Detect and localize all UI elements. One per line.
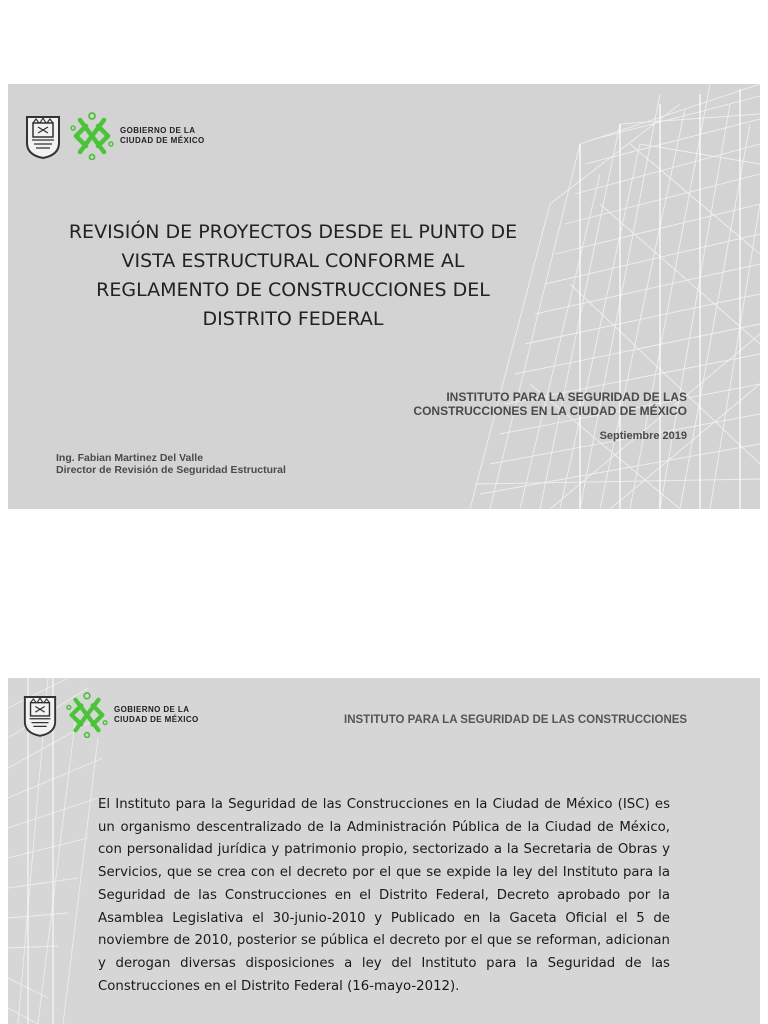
title-slide	[8, 84, 760, 509]
cdmx-knot-logo-icon	[70, 112, 114, 160]
logo-line-2: CIUDAD DE MÉXICO	[114, 715, 199, 724]
author-role: Director de Revisión de Seguridad Estructural	[56, 464, 286, 476]
author-name: Ing. Fabian Martinez Del Valle	[56, 452, 204, 464]
logo-line-1: GOBIERNO DE LA	[114, 705, 190, 714]
cdmx-logo	[24, 112, 205, 160]
title-line-3: REGLAMENTO DE CONSTRUCCIONES DEL	[96, 279, 490, 301]
institute-line-1: INSTITUTO PARA LA SEGURIDAD DE LAS	[446, 390, 687, 404]
cdmx-knot-logo-icon	[66, 692, 108, 738]
title-line-4: DISTRITO FEDERAL	[202, 308, 384, 330]
logo-line-2: CIUDAD DE MÉXICO	[120, 136, 205, 145]
title-line-2: VISTA ESTRUCTURAL CONFORME AL	[121, 250, 465, 272]
presentation-title	[48, 218, 538, 334]
slide-header: INSTITUTO PARA LA SEGURIDAD DE LAS CONSTRUCCIONES	[344, 714, 688, 726]
info-slide	[8, 678, 760, 1024]
title-line-1: REVISIÓN DE PROYECTOS DESDE EL PUNTO DE	[68, 221, 518, 243]
cdmx-logo-2	[22, 692, 199, 738]
logo-wordmark	[120, 126, 205, 146]
institute-name	[413, 390, 687, 418]
cdmx-crest-icon	[22, 693, 58, 737]
logo-wordmark-2	[114, 705, 199, 725]
logo-line-1: GOBIERNO DE LA	[120, 126, 196, 135]
author-block	[56, 452, 286, 476]
institute-description: El Instituto para la Seguridad de las Construcciones en la Ciudad de México (ISC) es un organismo descentralizado de la Administración Pública de la Ciudad de México, con personalidad jurídica y patrimonio propio, sectorizado a la Secretaria de Obras y Servicios, que se crea con el decreto por el que se expide la ley del Instituto para la Seguridad de las Construcciones en el Distrito Federal, Decreto aprobado por la Asamblea Legislativa el 30-junio-2010 y Publicado en la Gaceta Oficial el 5 de noviembre de 2010, posterior se pública el decreto por el que se reforman, adicionan y derogan diversas disposiciones a ley del Instituto para la Seguridad de las Construcciones en el Distrito Federal (16-mayo-2012).	[98, 797, 670, 994]
institute-line-2: CONSTRUCCIONES EN LA CIUDAD DE MÉXICO	[413, 404, 687, 418]
presentation-date: Septiembre 2019	[599, 430, 687, 442]
cdmx-crest-icon	[24, 113, 62, 159]
